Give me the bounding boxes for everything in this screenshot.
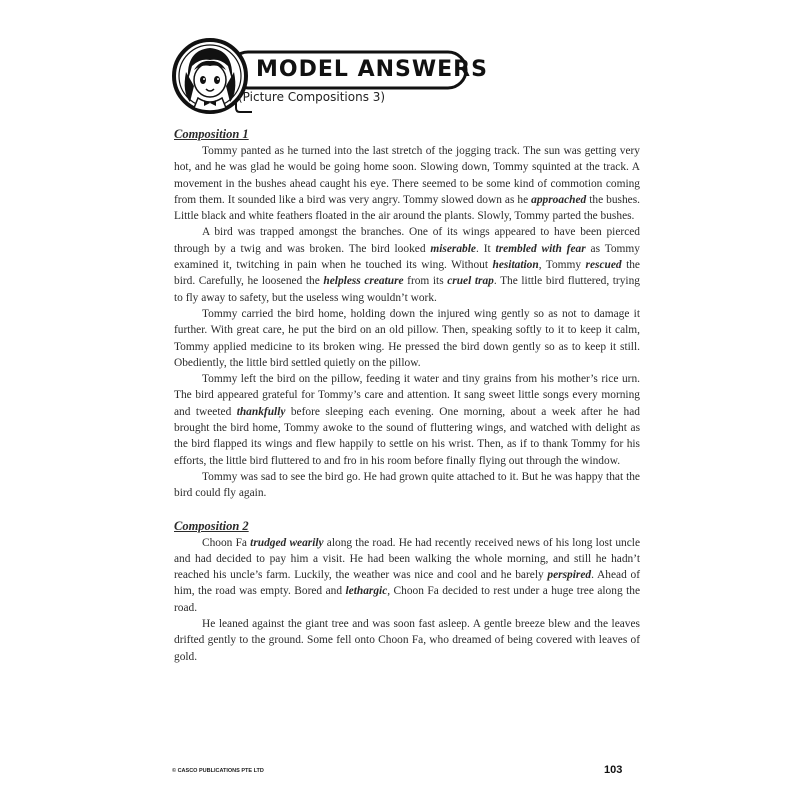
paragraph: [174, 469, 640, 502]
composition-1-heading: Composition 1: [174, 127, 249, 141]
page-subtitle: (Picture Compositions 3): [238, 90, 386, 104]
composition-2-text: [174, 535, 640, 665]
text-run: along the road. He had recently received news of his long lost uncle and had decided to pay him a visit. He had been walking the whole morning, and still he hadn’t reached his uncle’s farm. Luckily, the weather was nice and cool and he barely: [174, 536, 641, 582]
composition-2-heading: Composition 2: [174, 518, 249, 533]
text-run: He leaned against the giant tree and was soon fast asleep. A gentle breeze blew and the leaves drifted gently to the ground. Some fell onto Choon Fa, who dreamed of being covered with leaves of gold.: [174, 618, 640, 663]
emphasized-phrase: thankfully: [236, 405, 286, 418]
text-run: , Choon Fa decided to rest under a huge tree along the road.: [174, 585, 641, 614]
emphasized-phrase: perspired: [547, 569, 592, 582]
text-run: . It: [475, 242, 496, 255]
text-run: A bird was trapped amongst the branches. One of its wings appeared to have been pierced through by a twig and was broken. The bird looked: [174, 226, 640, 255]
emphasized-phrase: rescued: [585, 259, 622, 272]
copyright-notice: © CASCO PUBLICATIONS PTE LTD: [172, 768, 264, 774]
text-run: Tommy left the bird on the pillow, feeding it water and tiny grains from his mother’s rice urn. The bird appeared grateful for Tommy’s care and attention. It sang sweet little songs every morning and tweeted: [174, 373, 640, 418]
text-run: Tommy carried the bird home, holding down the injured wing gently so as not to damage it further. With great care, he put the bird on an old pillow. Then, speaking softly to it to keep it calm, Tommy applied medicine to its broken wing. He pressed the bird down gently so as to keep it still. Obediently, the little bird settled quietly on the pillow.: [174, 307, 640, 369]
emphasized-phrase: hesitation: [492, 259, 539, 272]
text-run: Tommy was sad to see the bird go. He had grown quite attached to it. But he was happy that the bird could fly again.: [174, 470, 640, 500]
emphasized-phrase: cruel trap: [447, 275, 494, 288]
paragraph: [174, 143, 640, 224]
text-run: . Ahead of him, the road was empty. Bored and: [174, 569, 640, 598]
emphasized-phrase: helpless creature: [323, 275, 404, 288]
emphasized-phrase: approached: [531, 193, 587, 206]
text-run: , Tommy: [538, 259, 586, 272]
text-run: the bushes. Little black and white feathers floated in the air around the plants. Slowly, Tommy parted the bushes.: [174, 193, 641, 223]
composition-1-text: [174, 143, 640, 502]
paragraph: [174, 224, 640, 305]
page-title: MODEL ANSWERS: [256, 57, 488, 82]
text-run: before sleeping each evening. One morning, about a week after he had brought the bird home, Tommy awoke to the sound of fluttering wings, and watched with delight as the bird flapped its wings and flew happily to settle on his wrist. Then, as if to thank Tommy for his efforts, the little bird fluttered to and fro in his room before finally flying out through the window.: [174, 405, 640, 467]
emphasized-phrase: lethargic: [345, 585, 388, 598]
header-banner: [170, 36, 488, 136]
text-run: from its: [403, 275, 448, 288]
emphasized-phrase: trudged wearily: [250, 536, 324, 549]
page-number: 103: [604, 764, 623, 776]
banner-frame-graphic: [170, 36, 480, 136]
paragraph: [174, 616, 640, 665]
text-run: the bird. Carefully, he loosened the: [174, 259, 640, 288]
emphasized-phrase: trembled with fear: [495, 242, 586, 255]
document-body: [174, 126, 640, 665]
text-run: as Tommy examined it, twitching in pain when he touched its wing. Without: [174, 242, 640, 272]
paragraph: [174, 306, 640, 371]
text-run: Tommy panted as he turned into the last stretch of the jogging track. The sun was getting very hot, and he was glad he would be going home soon. Slowing down, Tommy squinted at the track. A movement in the bushes ahead caught his eye. There seemed to be some kind of commotion coming from them. It sounded like a bird was very angry. Tommy slowed down as he: [174, 145, 640, 206]
paragraph: [174, 535, 640, 616]
paragraph: [174, 371, 640, 469]
emphasized-phrase: miserable: [430, 242, 476, 255]
text-run: Choon Fa: [202, 536, 251, 549]
text-run: . The little bird fluttered, trying to fly away to safety, but the useless wing wouldn’t work.: [174, 275, 640, 304]
